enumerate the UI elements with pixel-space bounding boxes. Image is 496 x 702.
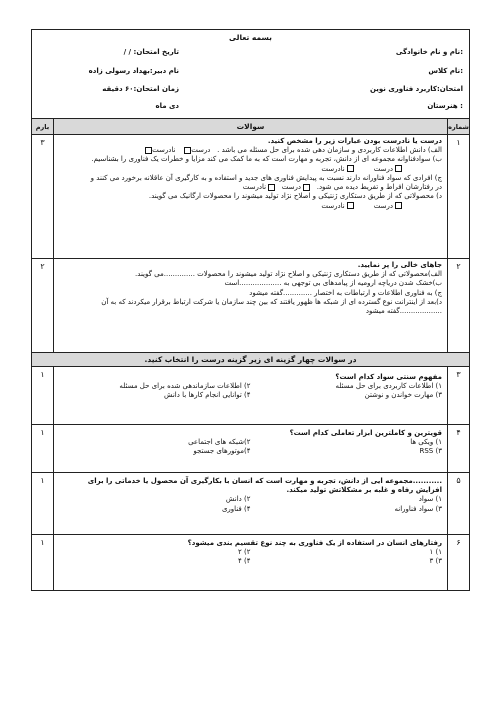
question-number: ۴ [447,425,469,472]
blank-a: الف)محصولاتی که از طریق دستکاری ژنتیکی و اصلاح نژاد تولید میشوند را محصولات ..............می گویند. [135,270,442,279]
true-option: درست [373,164,393,173]
question-score: ۲ [32,259,54,352]
statement-a [59,146,442,155]
options-row-1 [59,382,442,391]
exam-duration: زمان امتحان:۶۰ دقیقه [102,85,179,93]
option-4[interactable]: ۴)موتورهای جستجو [193,447,251,456]
question-title-line1: ...........مجموعه ایی از دانش، تجربه و مهارت است که انسان با بکارگیری آن محصول یا خدماتی را برای [87,477,442,485]
question-row-5 [32,472,469,534]
true-checkbox[interactable] [303,184,310,191]
answer-options-d [59,202,442,211]
exam-title: امتحان:کاربرد فناوری نوین [369,85,463,93]
blank-b: ب)خشک شدن دریاچه ارومیه از پیامدهای بی توجهی به ...................است [224,279,442,288]
options-row-1 [59,495,442,504]
question-title: مفهوم سنتی سواد کدام است؟ [335,373,442,381]
section-instruction: در سوالات چهار گزینه ای زیر گزینه درست را انتخاب کنید. [144,355,357,364]
true-checkbox[interactable] [395,202,402,209]
option-2[interactable]: ۲) ۲ [238,548,251,557]
false-option: نادرست [321,164,345,173]
question-score: ۳ [32,135,54,258]
option-2[interactable]: ۲)شبکه های اجتماعی [188,438,251,447]
question-score: ۱ [32,535,54,590]
answer-options-b [59,165,442,174]
option-3[interactable]: ۳) ۳ [429,557,442,566]
question-body [54,135,447,258]
teacher-name: نام دبیر:بهداد رسولی زاده [88,67,179,75]
col-number-header: شماره [447,119,469,134]
question-row-1 [32,134,469,258]
statement-c-text: در رفتارشان افراط و تفریط دیده می شود. [316,183,442,192]
false-option: نادرست [242,183,267,192]
statement-c-line1: ج) افرادی که سواد فناورانه دارند نسبت به پیدایش فناوری های جدید و استفاده و به کارگیری آن عاقلانه برخورد می کنند و [90,173,442,182]
option-3[interactable]: ۳) مهارت خواندن و نوشتن [364,391,442,400]
false-checkbox[interactable] [347,165,354,172]
question-title: جاهای خالی را پر نمایید. [357,261,442,269]
question-score: ۱ [32,473,54,534]
question-number: ۲ [447,259,469,352]
question-body [54,259,447,352]
options-row-2 [59,505,442,514]
exam-header [32,30,469,118]
false-option: نادرست [321,201,345,210]
statement-a-text: الف) دانش اطلاعات کاربردی و سازمان دهی شده برای حل مسئله می باشد . [217,146,442,155]
true-option: درست [191,146,211,155]
question-number: ۱ [447,135,469,258]
section-header-row [32,352,469,366]
option-3[interactable]: ۳) سواد فناورانه [394,504,442,513]
question-score: ۱ [32,425,54,472]
question-title: رفتارهای انسان در استفاده از یک فناوری به چند نوع تقسیم بندی میشود؟ [187,539,442,547]
true-checkbox[interactable] [395,165,402,172]
question-body [54,535,447,590]
question-body [54,367,447,424]
option-1[interactable]: ۱) سواد [418,495,442,504]
class-name-label: نام کلاس: [428,67,463,75]
options-row-1 [59,548,442,557]
exam-sheet [31,29,470,591]
blank-c: ج) به فناوری اطلاعات و ارتباطات به اختصار .............گفته میشود [249,288,442,297]
question-number: ۳ [447,367,469,424]
question-score: ۱ [32,367,54,424]
col-questions-header: سوالات [236,121,265,131]
question-row-6 [32,534,469,590]
question-row-3 [32,366,469,424]
question-number: ۶ [447,535,469,590]
exam-date: تاریخ امتحان: / / [123,48,179,56]
statement-b: ب) سوادفناوانه مجموعه ای از دانش، تجربه و مهارت است که به ما کمک می کند مزایا و خطرات یک فناوری را بشناسیم. [91,155,442,164]
false-checkbox[interactable] [347,202,354,209]
option-2[interactable]: ۲) اطلاعات سازماندهی شده برای حل مسئله [119,382,251,391]
question-row-2 [32,258,469,352]
column-header-row [32,118,469,134]
question-body [54,425,447,472]
option-1[interactable]: ۱) ۱ [429,548,442,557]
options-row-2 [59,447,442,456]
false-option: نادرست [152,146,176,155]
true-option: درست [281,183,302,192]
question-title: قویترین و کاملترین ابزار تعاملی کدام است؟ [289,429,442,437]
options-row-1 [59,438,442,447]
false-checkbox[interactable] [268,184,275,191]
question-row-4 [32,424,469,472]
option-3[interactable]: ۳) RSS [419,447,442,456]
bismillah: بسمه تعالی [229,33,272,42]
question-body [54,473,447,534]
option-4[interactable]: ۴) توانایی انجام کارها با دانش [163,391,251,400]
col-score-header: بارم [32,119,54,134]
option-4[interactable]: ۴) ۴ [238,557,251,566]
option-1[interactable]: ۱) ویکی ها [410,438,442,447]
statement-d: د) محصولاتی که از طریق دستکاری ژنتیکی و اصلاح نژاد تولید میشوند را محصولات ارگانیک می گویند. [148,192,442,201]
blank-d-line2: ...................گفته میشود [365,307,442,316]
true-option: درست [373,201,393,210]
question-title: درست یا نادرست بودن عبارات زیر را مشخص کنید. [267,137,442,145]
question-title-line2: افزایش رفاه و غلبه بر مشکلاتش تولید میکند. [286,486,442,495]
options-row-2 [59,391,442,400]
blank-d-line1: د)بعد از اینترانت نوع گسترده ای از شبکه ها ظهور یافتند که بین چند سازمان یا شرکت ارتباط برقرار میکردند که به آن [101,297,442,306]
option-1[interactable]: ۱) اطلاعات کاربردی برای حل مسئله [335,382,442,391]
option-4[interactable]: ۴) فناوری [221,504,251,513]
student-name-label: نام و نام خانوادگی: [395,48,463,56]
school-label: هنرستان : [427,102,463,110]
options-row-2 [59,557,442,566]
option-2[interactable]: ۲) دانش [225,495,251,504]
question-number: ۵ [447,473,469,534]
exam-month: دی ماه [155,102,179,110]
